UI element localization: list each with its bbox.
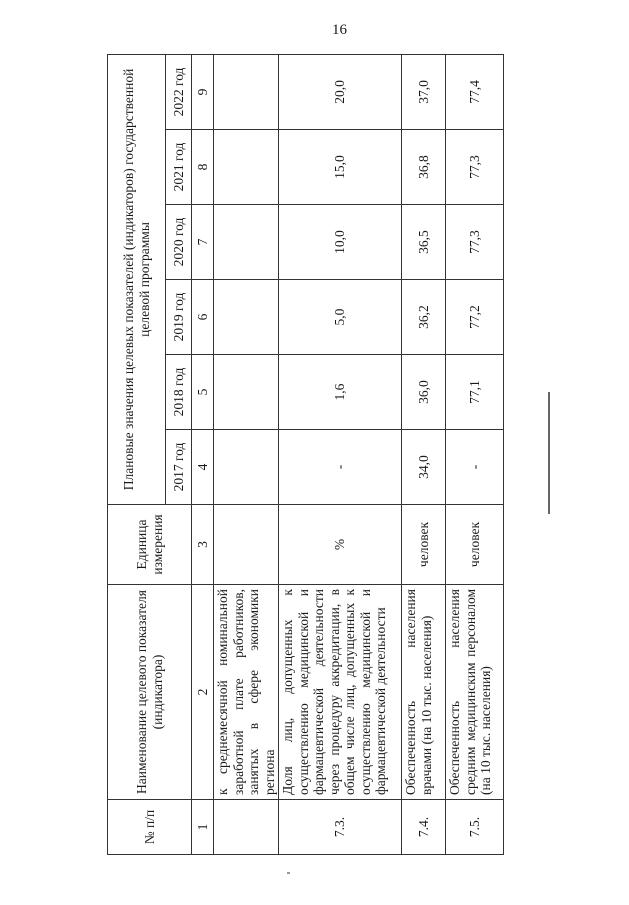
col-number: 7 [192,205,214,280]
row-value: 37,0 [402,54,446,129]
row-num [214,800,279,855]
row-name: Доля лиц, допущенных к осуществлению медицинской и фармацевтической деятельности через процедуру аккредитации, в общем числе лиц, допущенных к осуществлению медицинской и фармацевтической деятельности [279,585,402,800]
row-name: Обеспеченность населения средним медицинским персоналом (на 10 тыс. населения) [446,585,504,800]
row-value: 77,3 [446,130,504,205]
row-value: 36,2 [402,280,446,355]
col-number: 5 [192,355,214,430]
row-value: 10,0 [279,205,402,280]
col-number: 8 [192,130,214,205]
col-number: 4 [192,430,214,505]
row-value: 5,0 [279,280,402,355]
row-num: 7.4. [402,800,446,855]
separator-line [548,392,550,514]
table-row [214,54,279,854]
row-value [214,54,279,129]
row-name: к среднемесячной номинальной заработной плате работников, занятых в сфере экономики региона [214,585,279,800]
header-unit: Единица измерения [108,505,192,585]
indicators-table [107,54,504,855]
table-row [446,54,504,854]
row-value [214,280,279,355]
header-num: № п/п [108,800,192,855]
header-year: 2018 год [166,355,192,430]
row-value: 20,0 [279,54,402,129]
header-plan: Плановые значения целевых показателей (индикаторов) государственной целевой программы [108,54,166,504]
row-value: 34,0 [402,430,446,505]
row-value [214,430,279,505]
table-row [402,54,446,854]
row-value: 77,3 [446,205,504,280]
row-value: 77,2 [446,280,504,355]
row-value [214,130,279,205]
row-unit [214,505,279,585]
row-unit: % [279,505,402,585]
row-name: Обеспеченность населения врачами (на 10 тыс. населения) [402,585,446,800]
header-year: 2021 год [166,130,192,205]
row-value: 36,0 [402,355,446,430]
header-year: 2020 год [166,205,192,280]
page-number: 16 [332,22,347,38]
row-unit: человек [446,505,504,585]
header-name: Наименование целевого показателя (индикатора) [108,585,192,800]
header-year: 2019 год [166,280,192,355]
col-number: 6 [192,280,214,355]
rotated-table-wrapper [107,55,502,855]
row-value: 77,4 [446,54,504,129]
col-number: 9 [192,54,214,129]
row-num: 7.3. [279,800,402,855]
row-value: - [279,430,402,505]
row-value: 36,5 [402,205,446,280]
row-value: 1,6 [279,355,402,430]
table-row [279,54,402,854]
row-value: - [446,430,504,505]
row-num: 7.5. [446,800,504,855]
row-value [214,355,279,430]
row-value: 15,0 [279,130,402,205]
row-value: 77,1 [446,355,504,430]
row-value: 36,8 [402,130,446,205]
header-year: 2022 год [166,54,192,129]
header-year: 2017 год [166,430,192,505]
col-number: 1 [192,800,214,855]
row-value [214,205,279,280]
col-number: 3 [192,505,214,585]
col-number: 2 [192,585,214,800]
scan-mark [287,872,290,874]
row-unit: человек [402,505,446,585]
